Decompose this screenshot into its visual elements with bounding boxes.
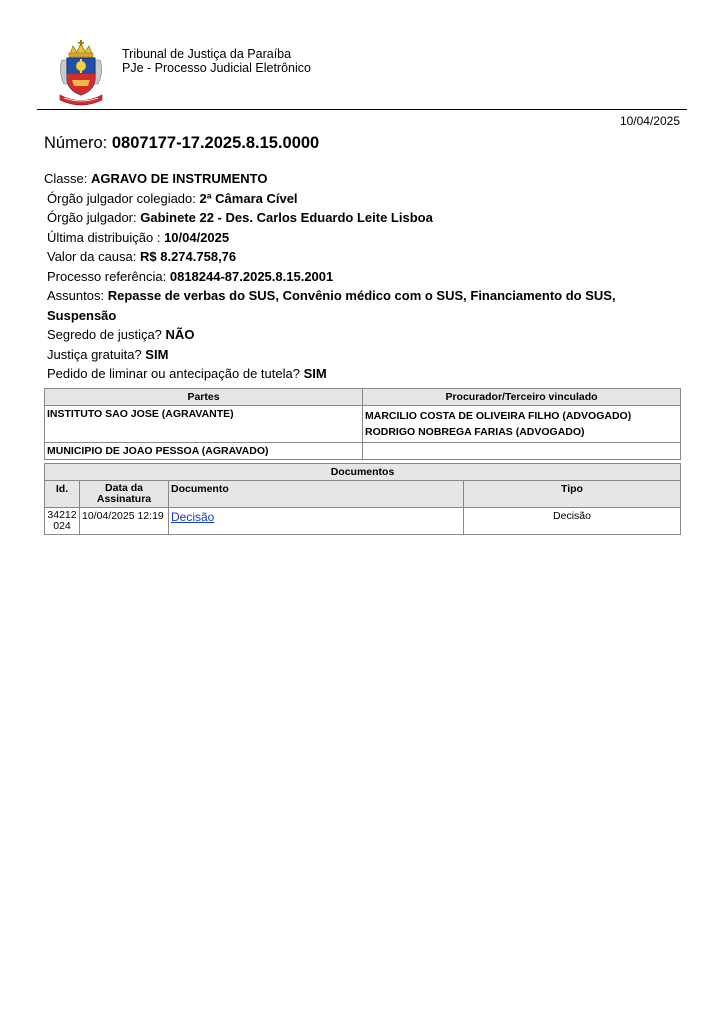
document-link[interactable]: Decisão [171, 510, 215, 524]
field-value: SIM [145, 346, 169, 362]
field-label: Segredo de justiça? [47, 327, 162, 342]
field-label: Valor da causa: [47, 249, 137, 264]
header-divider [37, 109, 687, 110]
document-signature-date: 10/04/2025 12:19 [80, 508, 169, 535]
table-row [45, 508, 681, 535]
process-number-label: Número: [44, 134, 108, 152]
field-assuntos [44, 286, 684, 325]
attorneys-header: Procurador/Terceiro vinculado [363, 389, 681, 406]
field-segredo [44, 325, 684, 345]
field-label: Última distribuição : [47, 229, 161, 245]
document-type: Decisão [464, 508, 681, 535]
field-liminar [44, 364, 684, 384]
field-value: NÃO [165, 327, 195, 342]
party-name: INSTITUTO SAO JOSE (AGRAVANTE) [45, 406, 363, 443]
parties-table [44, 388, 681, 460]
attorney-name: MARCILIO COSTA DE OLIVEIRA FILHO (ADVOGADO) [365, 410, 632, 422]
parties-header: Partes [45, 389, 363, 406]
document-id: 34212024 [45, 508, 80, 535]
process-number-value: 0807177-17.2025.8.15.0000 [111, 134, 320, 152]
field-value: SIM [303, 366, 327, 381]
table-row [45, 443, 681, 460]
field-valor [44, 247, 684, 267]
field-label: Justiça gratuita? [47, 346, 142, 362]
field-value: 0818244-87.2025.8.15.2001 [169, 268, 334, 284]
field-orgao-colegiado [44, 189, 684, 209]
court-name-block [122, 47, 311, 75]
col-signature-date: Data da Assinatura [80, 481, 169, 508]
field-value: Gabinete 22 - Des. Carlos Eduardo Leite Lisboa [140, 210, 433, 225]
documents-table [44, 463, 681, 535]
party-name: MUNICIPIO DE JOAO PESSOA (AGRAVADO) [45, 443, 363, 460]
col-id: Id. [45, 481, 80, 508]
field-label: Assuntos: [47, 288, 105, 303]
court-name: Tribunal de Justiça da Paraíba [122, 47, 292, 61]
field-gratuita [44, 345, 684, 365]
field-orgao [44, 208, 684, 228]
field-label: Órgão julgador: [47, 210, 137, 225]
issue-date: 10/04/2025 [619, 114, 680, 128]
col-document: Documento [169, 481, 464, 508]
field-label: Órgão julgador colegiado: [47, 190, 196, 206]
field-label: Classe: [44, 171, 88, 186]
field-value: 10/04/2025 [164, 229, 230, 245]
table-row [45, 406, 681, 443]
field-value: 2ª Câmara Cível [199, 190, 298, 206]
field-label: Processo referência: [47, 268, 167, 284]
attorneys-cell [363, 406, 681, 443]
attorneys-cell [363, 443, 681, 460]
field-referencia [44, 267, 684, 287]
attorney-name: RODRIGO NOBREGA FARIAS (ADVOGADO) [365, 426, 585, 438]
process-number [44, 134, 319, 153]
coat-of-arms-icon [56, 40, 106, 106]
documents-title: Documentos [45, 464, 681, 481]
system-name: PJe - Processo Judicial Eletrônico [122, 61, 311, 75]
field-value: R$ 8.274.758,76 [140, 249, 237, 264]
col-type: Tipo [464, 481, 681, 508]
process-details [44, 169, 684, 384]
field-value: Repasse de verbas do SUS, Convênio médico com o SUS, Financiamento do SUS, Suspensão [47, 288, 616, 323]
document-cell [169, 508, 464, 535]
field-distribuicao [44, 228, 684, 248]
field-label: Pedido de liminar ou antecipação de tutela? [47, 366, 300, 381]
field-value: AGRAVO DE INSTRUMENTO [90, 171, 268, 186]
field-classe [44, 169, 684, 189]
document-header [56, 40, 686, 108]
